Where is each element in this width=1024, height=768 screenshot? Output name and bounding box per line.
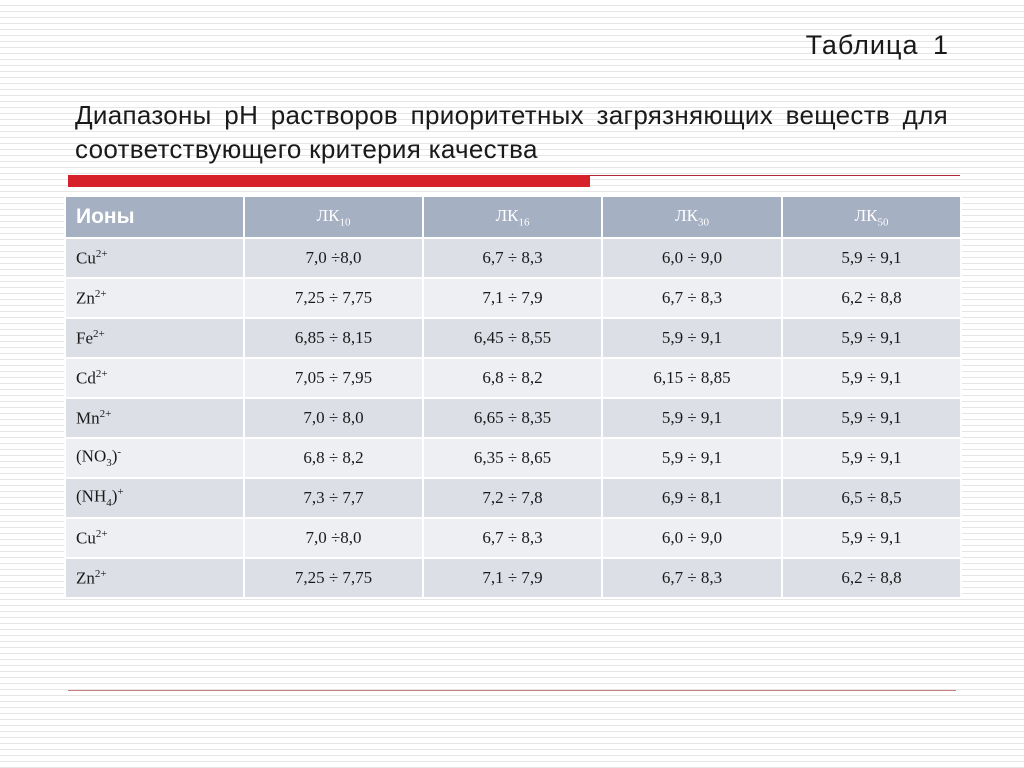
header-lk-16 [423,196,602,238]
ion-supscript: 2+ [95,367,108,380]
ion-supscript: - [117,446,122,459]
ph-range-lk-10: 7,05 ÷ 7,95 [244,358,423,398]
ph-range-lk-10: 7,25 ÷ 7,75 [244,558,423,598]
ph-range-lk-30: 6,0 ÷ 9,0 [602,518,782,558]
ph-range-lk-16: 6,8 ÷ 8,2 [423,358,602,398]
ion-symbol: Cd [76,368,96,388]
ph-range-lk-10: 7,0 ÷8,0 [244,238,423,278]
ion-supscript: 2+ [99,407,112,420]
ion-cell [65,278,244,318]
ph-range-lk-10: 6,8 ÷ 8,2 [244,438,423,478]
header-lk-30 [602,196,782,238]
ph-range-lk-16: 7,1 ÷ 7,9 [423,558,602,598]
ion-symbol: Mn [76,408,100,428]
table-row [65,318,961,358]
ion-symbol: (NH [76,487,107,507]
ion-symbol: Zn [76,568,95,588]
ph-range-lk-50: 5,9 ÷ 9,1 [782,518,961,558]
ion-symbol: Cu [76,528,96,548]
ph-range-lk-10: 7,25 ÷ 7,75 [244,278,423,318]
ion-supscript: 2+ [93,327,105,340]
table-row [65,238,961,278]
ph-range-lk-50: 5,9 ÷ 9,1 [782,398,961,438]
ph-range-lk-16: 7,2 ÷ 7,8 [423,478,602,518]
ion-symbol: Zn [76,288,95,308]
ph-range-lk-16: 6,7 ÷ 8,3 [423,238,602,278]
ph-range-lk-30: 5,9 ÷ 9,1 [602,318,782,358]
ion-subscript: 4 [106,497,112,510]
table-row [65,358,961,398]
header-lk-subscript: 30 [697,216,709,229]
header-lk-10 [244,196,423,238]
ion-cell [65,478,244,518]
ph-range-lk-50: 5,9 ÷ 9,1 [782,318,961,358]
header-lk-subscript: 50 [877,216,889,229]
ph-range-lk-50: 5,9 ÷ 9,1 [782,238,961,278]
ion-cell [65,358,244,398]
ph-range-lk-16: 7,1 ÷ 7,9 [423,278,602,318]
accent-bar-thin [590,175,960,176]
ion-cell [65,438,244,478]
table-row [65,438,961,478]
table-row [65,478,961,518]
ph-range-lk-10: 7,0 ÷ 8,0 [244,398,423,438]
header-lk-subscript: 10 [339,216,351,229]
ph-range-lk-10: 6,85 ÷ 8,15 [244,318,423,358]
header-lk-subscript: 16 [518,216,530,229]
ph-range-lk-30: 6,7 ÷ 8,3 [602,558,782,598]
ion-supscript: 2+ [94,567,107,580]
ion-symbol: ) [111,447,118,467]
table-body [65,238,961,598]
ion-cell [65,238,244,278]
accent-bar-red [68,175,590,187]
ph-range-lk-16: 6,7 ÷ 8,3 [423,518,602,558]
ion-symbol: Cu [76,248,96,268]
ion-cell [65,318,244,358]
ph-range-lk-16: 6,65 ÷ 8,35 [423,398,602,438]
ph-range-lk-50: 6,2 ÷ 8,8 [782,558,961,598]
table-row [65,518,961,558]
header-lk-base: ЛК [675,205,698,225]
ion-symbol: ) [111,487,118,507]
ph-range-lk-16: 6,35 ÷ 8,65 [423,438,602,478]
ion-supscript: 2+ [94,287,107,300]
ph-range-lk-30: 6,15 ÷ 8,85 [602,358,782,398]
ph-range-lk-30: 5,9 ÷ 9,1 [602,398,782,438]
ph-range-lk-50: 5,9 ÷ 9,1 [782,438,961,478]
ion-supscript: 2+ [95,247,108,260]
ph-range-lk-30: 6,9 ÷ 8,1 [602,478,782,518]
ion-symbol: (NO [76,447,107,467]
ph-ranges-table [64,195,962,599]
header-lk-base: ЛК [495,205,519,225]
table-number: Таблица 1 [805,30,949,60]
ph-range-lk-30: 6,7 ÷ 8,3 [602,278,782,318]
slide-title: Диапазоны рН растворов приоритетных загрязняющих веществ для соответствующего критерия качества [75,100,948,164]
header-lk-50 [782,196,961,238]
table-row [65,398,961,438]
ion-symbol: Fe [76,328,93,348]
header-ions: Ионы [65,196,244,238]
ion-supscript: 2+ [95,527,108,540]
ion-cell [65,518,244,558]
ion-cell [65,398,244,438]
table-row [65,558,961,598]
ph-range-lk-50: 6,5 ÷ 8,5 [782,478,961,518]
ion-subscript: 3 [106,457,112,470]
ph-range-lk-16: 6,45 ÷ 8,55 [423,318,602,358]
ion-supscript: + [117,486,124,499]
ph-range-lk-50: 5,9 ÷ 9,1 [782,358,961,398]
header-lk-base: ЛК [316,205,340,225]
footer-divider [68,690,956,691]
ion-cell [65,558,244,598]
ph-range-lk-50: 6,2 ÷ 8,8 [782,278,961,318]
ph-range-lk-10: 7,3 ÷ 7,7 [244,478,423,518]
table-row [65,278,961,318]
header-lk-base: ЛК [854,205,878,225]
ph-range-lk-30: 6,0 ÷ 9,0 [602,238,782,278]
ph-range-lk-30: 5,9 ÷ 9,1 [602,438,782,478]
table-header-row [65,196,961,238]
ph-range-lk-10: 7,0 ÷8,0 [244,518,423,558]
